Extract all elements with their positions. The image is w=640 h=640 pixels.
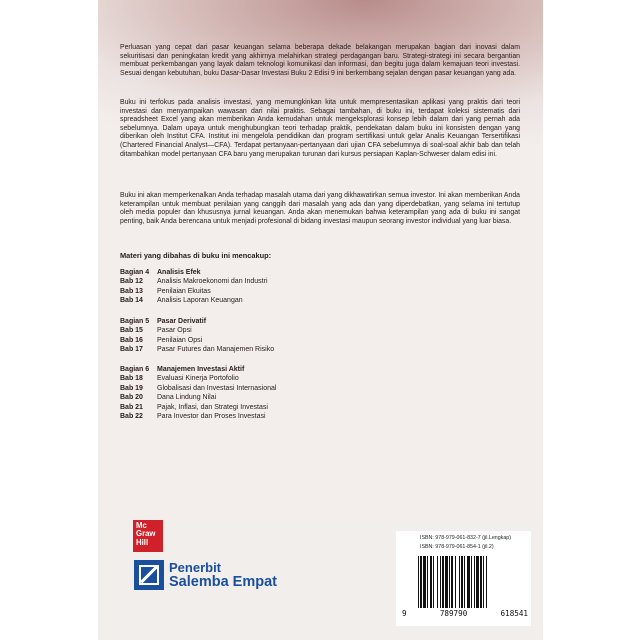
mcgraw-logo-text: Hill [136, 537, 149, 547]
contents-heading: Materi yang dibahas di buku ini mencakup: [120, 251, 272, 260]
chapter-label: Bab 22 [120, 413, 143, 421]
toc-section-5 [120, 317, 274, 355]
barcode-digit-group: 9 [402, 609, 407, 618]
chapter-label: Bab 15 [120, 327, 143, 335]
publisher-name [169, 561, 277, 589]
section-title: Manajemen Investasi Aktif [157, 366, 245, 373]
intro-paragraph-1: Perluasan yang cepat dari pasar keuangan selama beberapa dekade belakangan merupakan bagian dari inovasi dalam sekuritisasi dan peningkatan kredit yang akhirnya melahirkan strategi perdagangan baru. Strategi-strategi ini secara bergantian membuat perkembangan yang layak dalam teknologi komunikasi dan informasi, dan begitu juga dalam kemajuan teori investasi. Sesuai dengan kebutuhan, buku Dasar-Dasar Investasi Buku 2 Edisi 9 ini berkembang sejalan dengan pasar keuangan yang ada. [120, 44, 520, 77]
isbn-complete-set: ISBN: 978-979-061-832-7 (jil.Lengkap) [420, 535, 511, 541]
chapter-row [120, 336, 274, 345]
section-header [120, 268, 268, 277]
chapter-label: Bab 21 [120, 403, 143, 411]
chapter-row [120, 296, 268, 305]
intro-paragraph-2: Buku ini terfokus pada analisis investasi, yang memungkinkan kita untuk mempresentasikan aplikasi yang praktis dari teori investasi dan menyampaikan wawasan dari nilai praktis. Sebagai tambahan, di buku ini, terdapat koleksi sistematis dari spreadsheet Excel yang akan memberikan Anda kemudahan untuk mengeksplorasi konsep lebih dalam dari yang pernah ada sebelumnya. Dalam upaya untuk menghubungkan teori terhadap praktik, pendekatan dalam buku ini konsisten dengan yang diberikan oleh Institut CFA. Institut ini mengelola pendidikan dan program sertifikasi untuk gelar Analis Keuangan Tersertifikasi (Chartered Financial Analyst—CFA). Terdapat pertanyaan-pertanyaan dari ujian CFA sebelumnya di soal-soal akhir bab dan telah ditambahkan model pertanyaan CFA baru yang merupakan turunan dari kursus persiapan Kaplan-Schweser dalam edisi ini. [120, 99, 520, 158]
chapter-label: Bab 13 [120, 287, 143, 295]
section-header [120, 317, 274, 326]
chapter-title: Penilaian Opsi [157, 336, 203, 344]
section-label: Bagian 6 [120, 366, 150, 373]
chapter-title: Para Investor dan Proses Investasi [157, 413, 266, 421]
barcode-icon [416, 556, 524, 608]
isbn-barcode-box [396, 531, 531, 626]
barcode-digit-group: 789790 [439, 609, 468, 618]
chapter-title: Analisis Laporan Keuangan [157, 297, 243, 305]
chapter-title: Penilaian Ekuitas [157, 287, 211, 295]
chapter-row [120, 326, 274, 335]
section-label: Bagian 5 [120, 318, 150, 325]
chapter-title: Pajak, Inflasi, dan Strategi Investasi [157, 403, 268, 411]
chapter-label: Bab 20 [120, 394, 143, 402]
toc-section-4 [120, 268, 268, 306]
chapter-row [120, 403, 276, 412]
mcgraw-hill-logo [133, 520, 163, 552]
section-label: Bagian 4 [120, 269, 150, 276]
section-title: Pasar Derivatif [157, 318, 207, 325]
section-title: Analisis Efek [157, 269, 201, 276]
chapter-row [120, 287, 268, 296]
publisher-prefix: Penerbit [169, 560, 222, 575]
publisher-title: Salemba Empat [169, 574, 277, 590]
chapter-title: Globalisasi dan Investasi Internasional [157, 384, 277, 392]
section-header [120, 365, 276, 374]
chapter-row [120, 374, 276, 383]
toc-section-6 [120, 365, 276, 421]
barcode-digits [402, 609, 528, 618]
barcode-digit-group: 618541 [500, 609, 528, 618]
mcgraw-logo-text: Mc [136, 521, 147, 530]
chapter-label: Bab 16 [120, 336, 143, 344]
isbn-volume-2: ISBN: 978-979-061-854-1 (jil.2) [420, 544, 494, 550]
chapter-title: Evaluasi Kinerja Portofolio [157, 375, 239, 383]
chapter-label: Bab 12 [120, 278, 143, 286]
chapter-label: Bab 14 [120, 297, 143, 305]
chapter-row [120, 384, 276, 393]
chapter-row [120, 412, 276, 421]
mcgraw-logo-text: Graw [136, 529, 156, 539]
book-back-cover [98, 0, 543, 640]
chapter-title: Dana Lindung Nilai [157, 394, 217, 402]
chapter-title: Analisis Makroekonomi dan Industri [157, 278, 268, 286]
intro-paragraph-3: Buku ini akan memperkenalkan Anda terhadap masalah utama dari yang dikhawatirkan semua investor. Ini akan memberikan Anda keterampilan untuk membuat penilaian yang canggih dari masalah yang ada dan yang diperdebatkan, yang selama ini tertutup oleh media populer dan khususnya jurnal keuangan. Anda akan menemukan bahwa keterampilan yang ada di buku ini sangat penting, baik Anda berencana untuk menjadi profesional di bidang investasi maupun seorang investor individual yang luar biasa. [120, 192, 520, 225]
chapter-label: Bab 18 [120, 375, 143, 383]
chapter-row [120, 393, 276, 402]
chapter-title: Pasar Opsi [157, 327, 192, 335]
chapter-label: Bab 19 [120, 384, 143, 392]
chapter-row [120, 345, 274, 354]
chapter-title: Pasar Futures dan Manajemen Risiko [157, 346, 275, 354]
chapter-row [120, 277, 268, 286]
salemba-logo-icon [134, 560, 164, 590]
chapter-label: Bab 17 [120, 346, 143, 354]
